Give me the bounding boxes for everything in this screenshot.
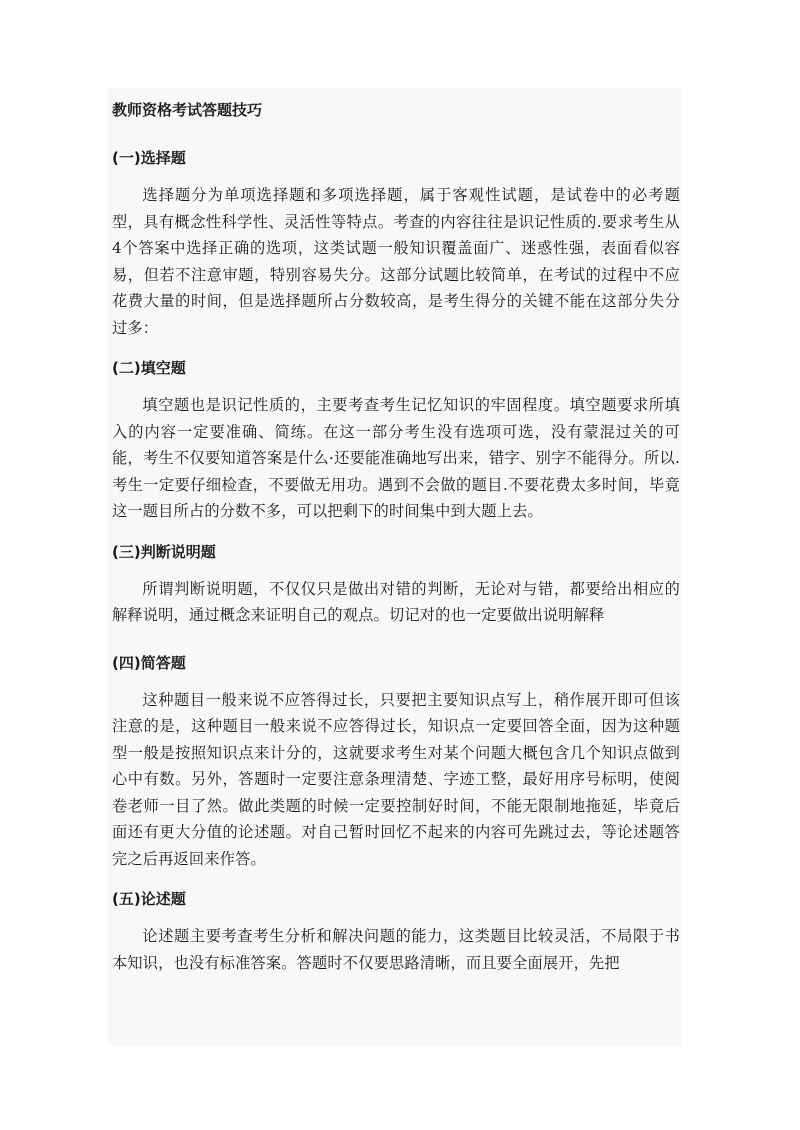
section-short-answer: [112, 651, 680, 873]
section-body: 所谓判断说明题，不仅仅只是做出对错的判断，无论对与错，都要给出相应的解释说明，通过概念来证明自己的观点。切记对的也一定要做出说明解释: [112, 579, 680, 624]
document-content: [108, 88, 682, 1046]
section-body: 填空题也是识记性质的，主要考查考生记忆知识的牢固程度。填空题要求所填入的内容一定要准确、简练。在这一部分考生没有选项可选，没有蒙混过关的可能，考生不仅要知道答案是什么·还要能准确地写出来，错字、别字不能得分。所以.考生一定要仔细检查，不要做无用功。遇到不会做的题目.不要花费太多时间，毕竟这一题目所占的分数不多，可以把剩下的时间集中到大题上去。: [112, 396, 680, 520]
section-heading: (一)选择题: [112, 149, 186, 167]
section-body: 这种题目一般来说不应答得过长，只要把主要知识点写上，稍作展开即可但该注意的是，这种题目一般来说不应答得过长，知识点一定要回答全面，因为这种题型一般是按照知识点来计分的，这就要求考生对某个问题大概包含几个知识点做到心中有数。另外，答题时一定要注意条理清楚、字迹工整，最好用序号标明，使阅卷老师一目了然。做此类题的时候一定要控制好时间，不能无限制地拖延，毕竟后面还有更大分值的论述题。对自己暂时回忆不起来的内容可先跳过去，等论述题答完之后再返回来作答。: [112, 690, 680, 868]
section-multiple-choice: [112, 146, 680, 341]
section-heading: (五)论述题: [112, 890, 186, 908]
section-essay: [112, 887, 680, 976]
document-title: 教师资格考试答题技巧: [112, 101, 263, 119]
section-heading: (二)填空题: [112, 359, 186, 377]
section-body: 选择题分为单项选择题和多项选择题，属于客观性试题，是试卷中的必考题型，具有概念性科学性、灵活性等特点。考查的内容往往是识记性质的.要求考生从4个答案中选择正确的选项，这类试题一般知识覆盖面广、迷惑性强，表面看似容易，但若不注意审题，特别容易失分。这部分试题比较简单，在考试的过程中不应花费大量的时间，但是选择题所占分数较高，是考生得分的关键不能在这部分失分过多：: [112, 186, 680, 337]
section-true-false: [112, 540, 680, 629]
section-body: 论述题主要考查考生分析和解决问题的能力，这类题目比较灵活，不局限于书本知识，也没有标准答案。答题时不仅要思路清晰，而且要全面展开，先把: [112, 927, 680, 972]
section-heading: (四)简答题: [112, 653, 186, 672]
section-fill-in-blank: [112, 356, 680, 525]
section-heading: (三)判断说明题: [112, 542, 216, 561]
